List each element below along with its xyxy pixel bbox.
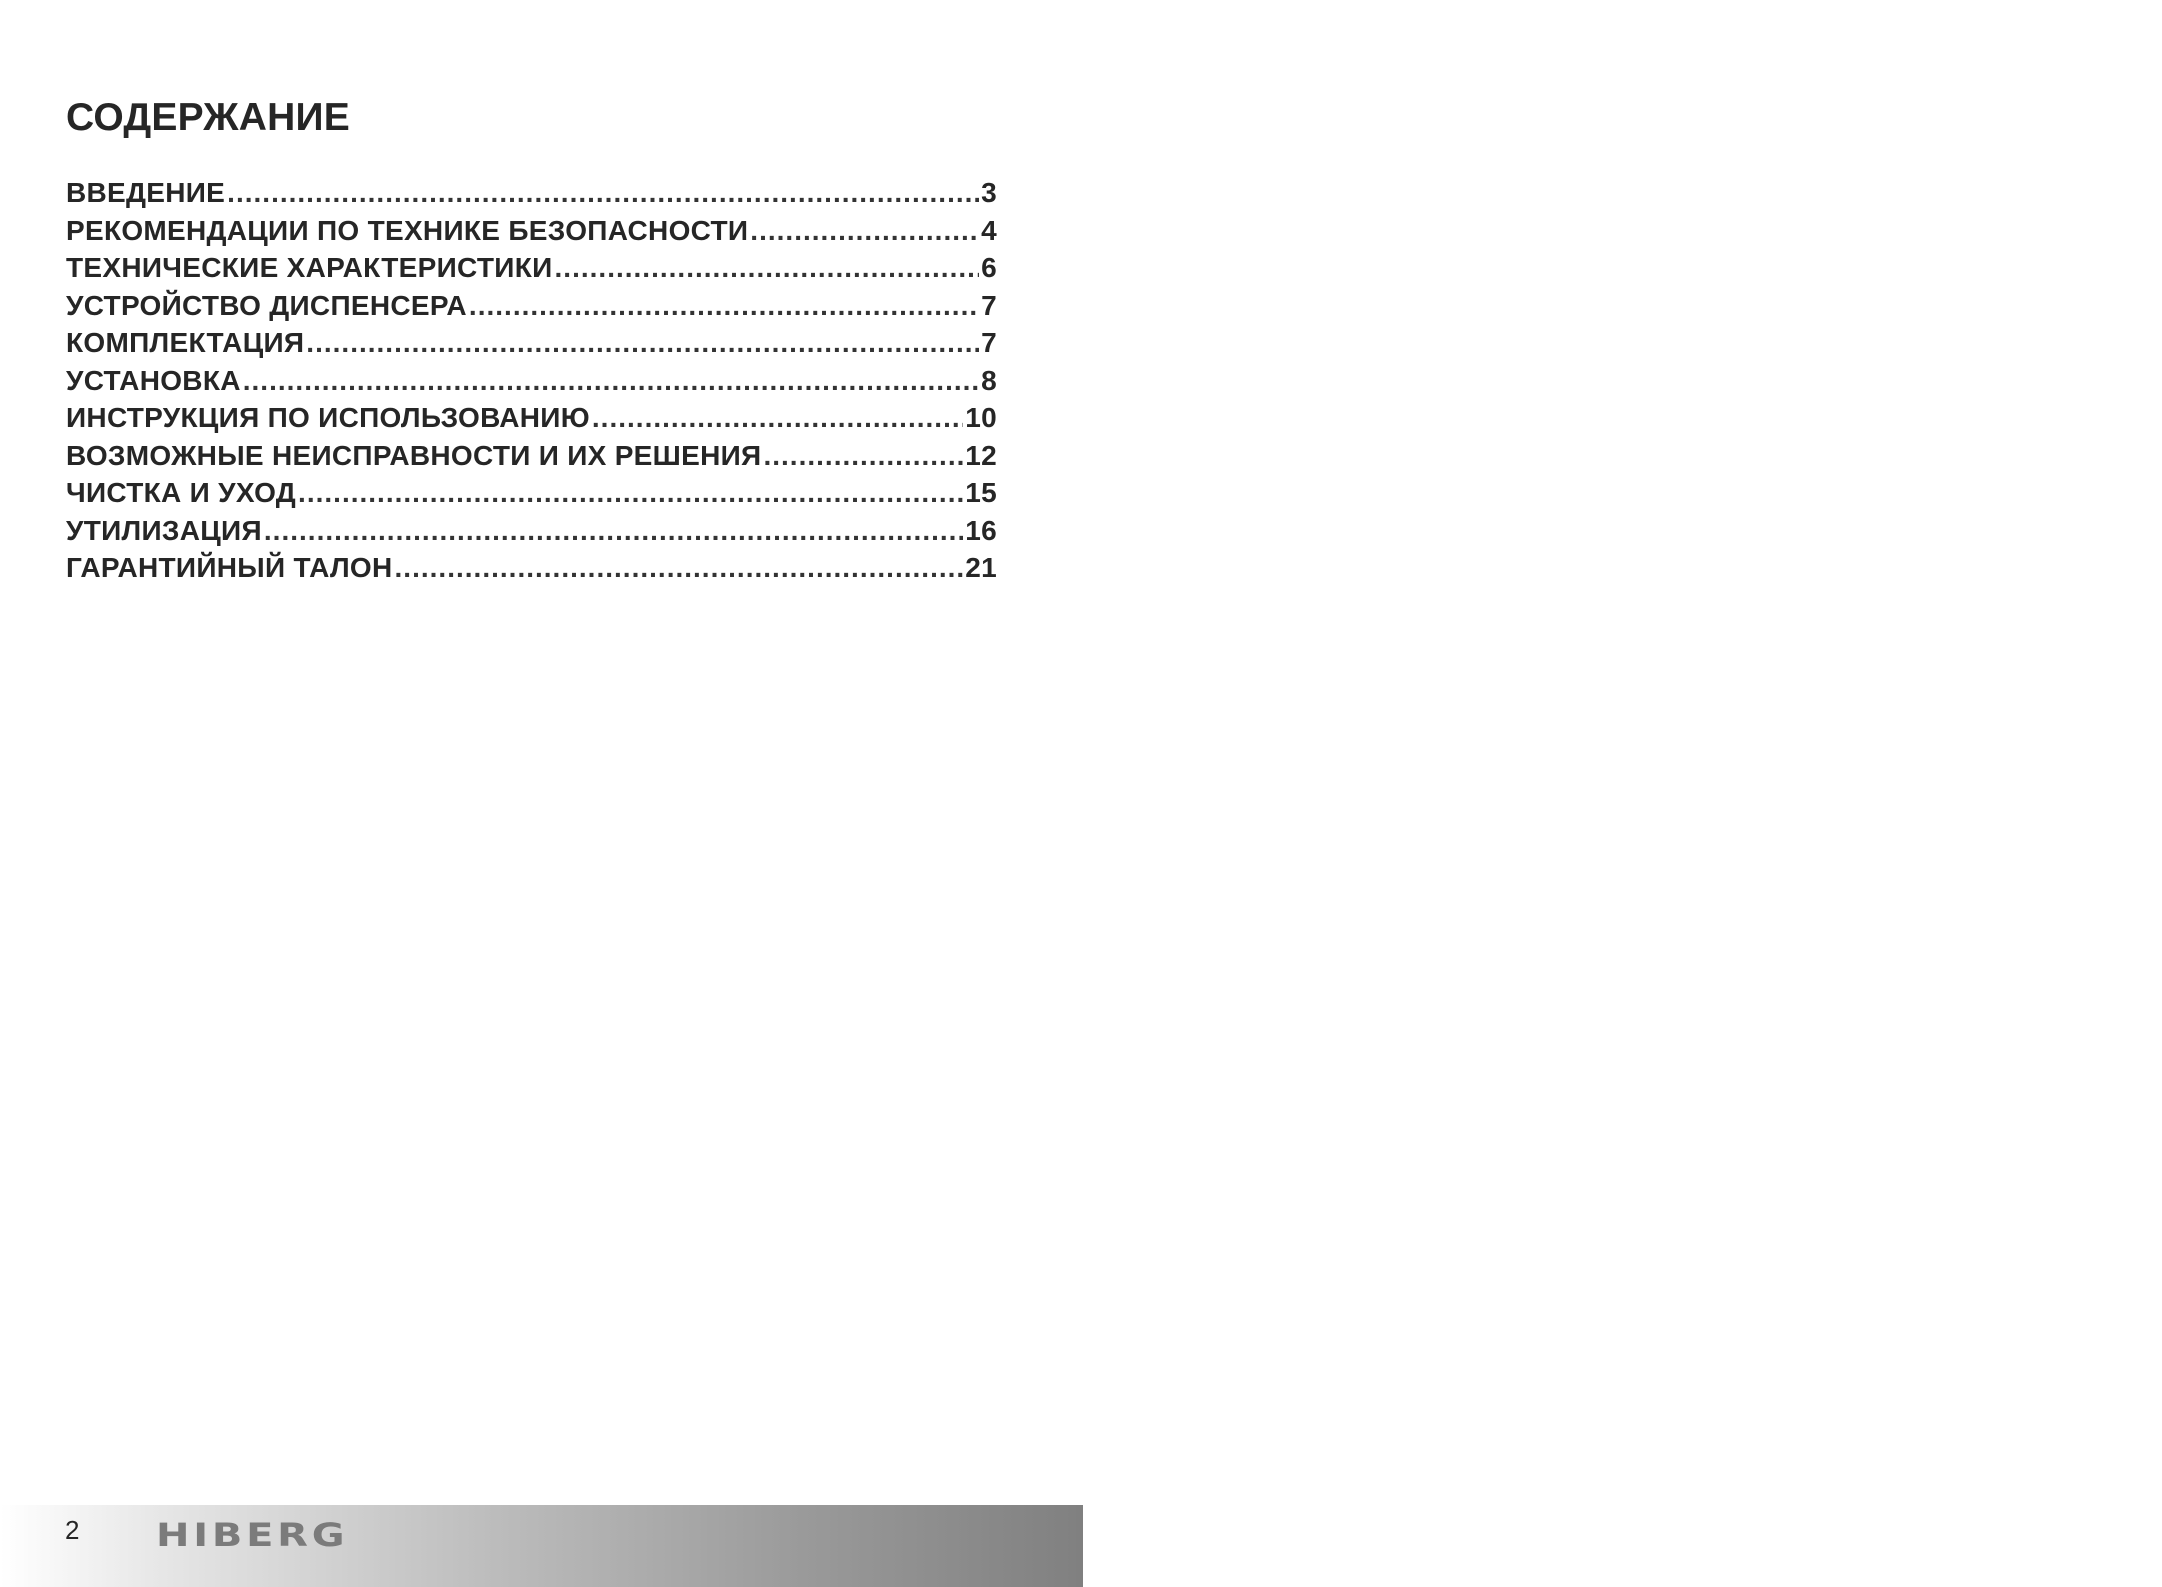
toc-entry-label: УСТРОЙСТВО ДИСПЕНСЕРА <box>66 289 467 321</box>
toc-entry-specifications[interactable] <box>66 252 997 290</box>
page-number: 2 <box>65 1515 80 1545</box>
toc-dot-leader <box>264 515 963 547</box>
toc-dot-leader <box>750 215 979 247</box>
toc-entry-page: 7 <box>981 289 997 321</box>
toc-entry-page: 10 <box>965 402 997 433</box>
toc-entry-installation[interactable] <box>66 365 997 403</box>
toc-entry-introduction[interactable] <box>66 177 997 215</box>
toc-entry-label: ВВЕДЕНИЕ <box>66 177 226 208</box>
toc-entry-page: 16 <box>965 514 997 546</box>
toc-entry-page: 6 <box>981 252 997 283</box>
toc-entry-page: 12 <box>965 439 997 471</box>
toc-entry-label: ЧИСТКА И УХОД <box>66 477 297 508</box>
toc-entry-usage-instructions[interactable] <box>66 402 997 440</box>
toc-entry-troubleshooting[interactable] <box>66 440 997 478</box>
table-of-contents <box>66 177 997 590</box>
toc-dot-leader <box>227 177 979 209</box>
toc-entry-warranty[interactable] <box>66 552 997 590</box>
toc-dot-leader <box>763 440 963 472</box>
toc-dot-leader <box>243 365 979 397</box>
page-title: СОДЕРЖАНИЕ <box>66 96 350 139</box>
toc-dot-leader <box>298 477 963 509</box>
toc-entry-label: КОМПЛЕКТАЦИЯ <box>66 327 305 358</box>
toc-entry-label: ИНСТРУКЦИЯ ПО ИСПОЛЬЗОВАНИЮ <box>66 402 590 433</box>
brand-logo: HIBERG <box>156 1516 349 1554</box>
toc-entry-page: 7 <box>981 327 997 358</box>
toc-entry-page: 15 <box>965 477 997 508</box>
toc-dot-leader <box>555 252 980 284</box>
toc-entry-cleaning-care[interactable] <box>66 477 997 515</box>
toc-entry-package-contents[interactable] <box>66 327 997 365</box>
toc-entry-label: РЕКОМЕНДАЦИИ ПО ТЕХНИКЕ БЕЗОПАСНОСТИ <box>66 214 749 246</box>
toc-entry-page: 8 <box>981 364 997 396</box>
toc-dot-leader <box>592 402 963 434</box>
toc-dot-leader <box>306 327 979 359</box>
toc-entry-page: 3 <box>981 177 997 208</box>
toc-entry-label: УТИЛИЗАЦИЯ <box>66 514 262 546</box>
toc-entry-dispenser-design[interactable] <box>66 290 997 328</box>
toc-entry-label: УСТАНОВКА <box>66 364 241 396</box>
toc-entry-page: 21 <box>965 552 997 583</box>
toc-entry-safety[interactable] <box>66 215 997 253</box>
toc-entry-label: ТЕХНИЧЕСКИЕ ХАРАКТЕРИСТИКИ <box>66 252 553 283</box>
toc-entry-label: ГАРАНТИЙНЫЙ ТАЛОН <box>66 552 393 583</box>
toc-entry-disposal[interactable] <box>66 515 997 553</box>
toc-entry-label: ВОЗМОЖНЫЕ НЕИСПРАВНОСТИ И ИХ РЕШЕНИЯ <box>66 439 762 471</box>
toc-dot-leader <box>469 290 979 322</box>
toc-entry-page: 4 <box>981 214 997 246</box>
toc-dot-leader <box>395 552 964 584</box>
